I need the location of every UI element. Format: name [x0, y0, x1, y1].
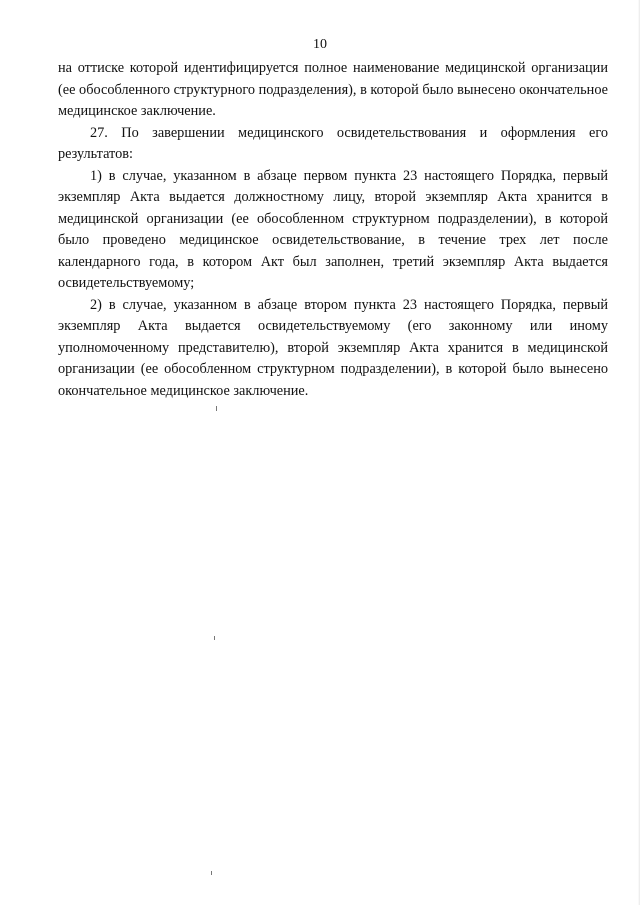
paragraph-continuation: на оттиске которой идентифицируется полное наименование медицинской организации (ее обособленного структурного подразделения), в которой было вынесено окончательное медицинское заключение. [58, 60, 608, 119]
scan-artifact [211, 871, 212, 875]
paragraph-subclause-2: 2) в случае, указанном в абзаце втором пункта 23 настоящего Порядка, первый экземпляр Акта выдается освидетельствуемому (его законному или иному уполномоченному представителю), второй экземпляр Акта хранится в медицинской организации (ее обособленном структурном подразделении), в которой было вынесено окончательное медицинское заключение. [58, 296, 608, 399]
page-number: 10 [313, 37, 327, 52]
paragraph-clause-27: 27. По завершении медицинского освидетельствования и оформления его результатов: [58, 124, 608, 162]
scan-artifact [214, 636, 215, 640]
document-body [58, 58, 608, 402]
scan-artifact [216, 406, 217, 411]
paragraph-subclause-1: 1) в случае, указанном в абзаце первом пункта 23 настоящего Порядка, первый экземпляр Акта выдается должностному лицу, второй экземпляр Акта хранится в медицинской организации (ее обособленном структурном подразделении), в которой было проведено медицинское освидетельствование, в течение трех лет после календарного года, в котором Акт был заполнен, третий экземпляр Акта выдается освидетельствуемому; [58, 167, 608, 291]
